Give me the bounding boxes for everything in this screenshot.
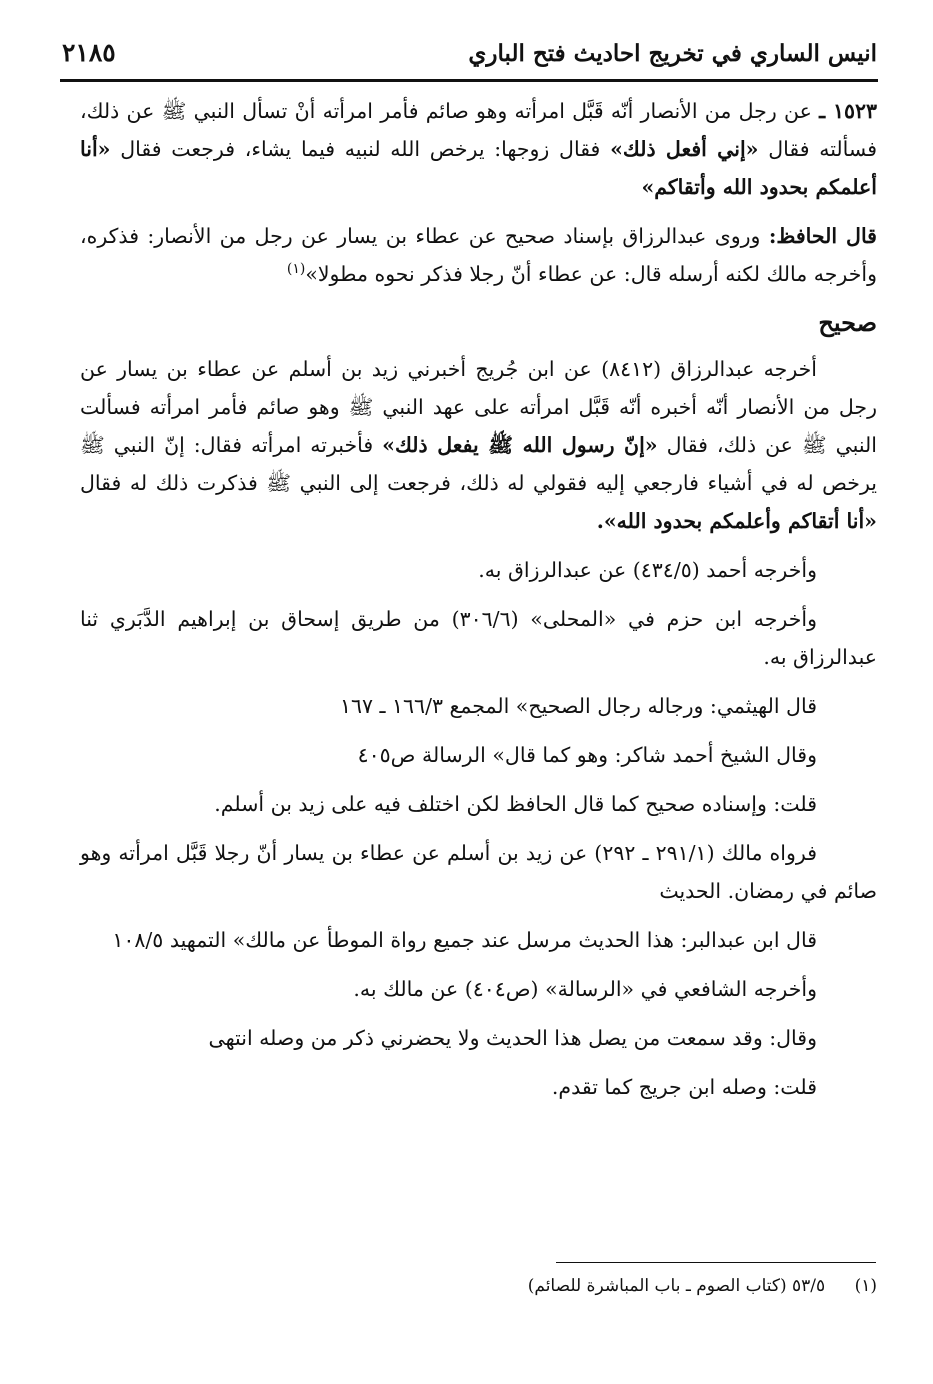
hadith-text: فقال زوجها: يرخص الله لنبيه فيما يشاء، فرجعت فقال — [120, 137, 601, 161]
hadith-quote: «أنا أعلمكم بحدود الله وأتقاكم» — [80, 137, 877, 199]
hafiz-label: قال الحافظ: — [768, 224, 877, 248]
takhrij-quote: «أنا أتقاكم وأعلمكم بحدود الله». — [596, 509, 877, 533]
paragraph: قلت: وإسناده صحيح كما قال الحافظ لكن اختلف فيه على زيد بن أسلم. — [214, 792, 817, 816]
footnote-rule — [556, 1262, 876, 1263]
hadith-text: عن رجل من الأنصار أنّه قَبَّل امرأته وهو صائم فأمر امرأته أنْ تسأل النبي ﷺ عن ذلك، فسألته فقال — [80, 99, 877, 161]
page-header — [62, 38, 877, 76]
paragraph: قال ابن عبدالبر: هذا الحديث مرسل عند جميع رواة الموطأ عن مالك» التمهيد ١٠٨/٥ — [112, 928, 817, 952]
running-title: انيس الساري في تخريج احاديث فتح الباري — [468, 40, 877, 67]
hafiz-paragraph — [80, 217, 877, 293]
takhrij-text: أخرجه عبدالرزاق (٨٤١٢) عن ابن جُريج أخبرني زيد بن أسلم عن عطاء بن يسار عن رجل من الأنصار أنّه أخبره أنّه قَبَّل امرأته على عهد النبي ﷺ وهو صائم فأمر امرأته فسألت النبي ﷺ عن ذلك، فقال — [80, 357, 877, 457]
takhrij-quote: «إنّ رسول الله ﷺ يفعل ذلك» — [382, 433, 658, 457]
paragraph: وأخرجه الشافعي في «الرسالة» (ص٤٠٤) عن مالك به. — [353, 977, 817, 1001]
footnote-number: (١) — [854, 1276, 877, 1296]
page-number: ٢١٨٥ — [62, 38, 116, 67]
hafiz-text: وروى عبدالرزاق بإسناد صحيح عن عطاء بن يسار عن رجل من الأنصار: فذكره، وأخرجه مالك لكنه أرسله قال: عن عطاء أنّ رجلا فذكر نحوه مطولا» — [80, 224, 877, 286]
footnote — [77, 1272, 877, 1300]
footnote-reference: (١) — [286, 261, 306, 278]
paragraph: وأخرجه أحمد (٤٣٤/٥) عن عبدالرزاق به. — [478, 558, 817, 582]
footnote-text: ٥٣/٥ (كتاب الصوم ـ باب المباشرة للصائم) — [527, 1276, 826, 1296]
hadith-number: ١٥٢٣ ـ — [819, 99, 877, 123]
takhrij-text: فأخبرته امرأته فقال: إنّ النبي ﷺ يرخص له في أشياء فارجعي إليه فقولي له ذلك، فرجعت إلى النبي ﷺ فذكرت ذلك له فقال — [80, 433, 877, 495]
paragraph: وقال الشيخ أحمد شاكر: وهو كما قال» الرسالة ص٤٠٥ — [357, 743, 817, 767]
hadith-paragraph — [80, 92, 877, 206]
page-body — [80, 92, 877, 1117]
hadith-quote: «إني أفعل ذلك» — [610, 137, 759, 161]
paragraph: فرواه مالك (٢٩١/١ ـ ٢٩٢) عن زيد بن أسلم عن عطاء بن يسار أنّ رجلا قَبَّل امرأته وهو صائم في رمضان. الحديث — [80, 841, 877, 903]
paragraph: وقال: وقد سمعت من يصل هذا الحديث ولا يحضرني ذكر من وصله انتهى — [208, 1026, 817, 1050]
takhrij-paragraph — [80, 350, 877, 540]
paragraph: قلت: وصله ابن جريج كما تقدم. — [551, 1075, 817, 1099]
grade-heading: صحيح — [818, 308, 877, 337]
paragraph: قال الهيثمي: ورجاله رجال الصحيح» المجمع ١٦٦/٣ ـ ١٦٧ — [339, 694, 817, 718]
paragraph: وأخرجه ابن حزم في «المحلى» (٣٠٦/٦) من طريق إسحاق بن إبراهيم الدَّبَري ثنا عبدالرزاق به. — [80, 607, 877, 669]
header-rule — [60, 79, 878, 82]
